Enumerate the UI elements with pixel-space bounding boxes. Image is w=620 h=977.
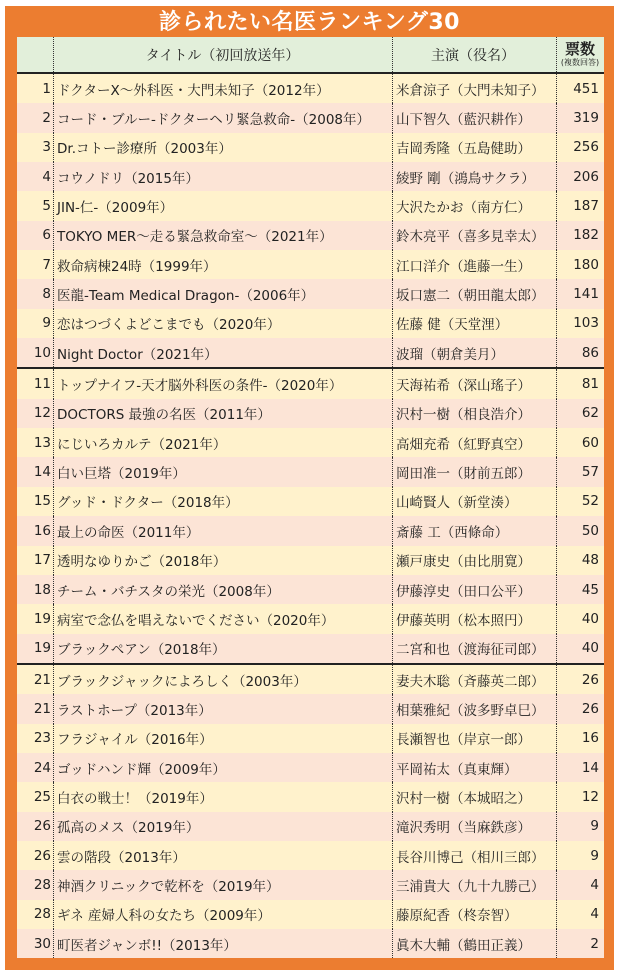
table-row (17, 428, 604, 457)
rank-cell: 28 (33, 876, 51, 893)
table-row (17, 929, 604, 958)
title-cell: コウノドリ（2015年） (57, 170, 199, 187)
title-cell: ブラックペアン（2018年） (57, 642, 226, 659)
votes-cell: 4 (590, 906, 599, 923)
cast-cell: 沢村一樹（本城昭之） (396, 790, 531, 807)
rank-cell: 9 (42, 315, 51, 332)
title-cell: にじいろカルテ（2021年） (57, 436, 227, 453)
table-row (17, 162, 604, 191)
votes-cell: 57 (581, 464, 599, 481)
rank-cell: 14 (33, 464, 51, 481)
table-row (17, 724, 604, 753)
table-row (17, 250, 604, 279)
cast-cell: 米倉涼子（大門未知子） (396, 82, 545, 99)
cast-cell: 大沢たかお（南方仁） (396, 200, 531, 217)
votes-cell: 182 (573, 227, 599, 244)
title-cell: 白衣の戦士！（2019年） (57, 790, 213, 807)
title-cell: ギネ 産婦人科の女たち（2009年） (57, 908, 271, 925)
table-row (17, 133, 604, 162)
table-row (17, 634, 604, 663)
rank-cell: 21 (33, 700, 51, 717)
votes-cell: 86 (581, 344, 599, 361)
votes-cell: 2 (590, 935, 599, 952)
title-cell: ゴッドハンド輝（2009年） (57, 761, 226, 778)
table-row (17, 487, 604, 516)
cast-cell: 鈴木亮平（喜多見幸太） (396, 229, 545, 246)
rank-cell: 12 (33, 405, 51, 422)
rank-cell: 25 (33, 788, 51, 805)
table-row (17, 694, 604, 723)
cast-cell: 山下智久（藍沢耕作） (396, 112, 531, 129)
cast-cell: 山崎賢人（新堂湊） (396, 495, 518, 512)
header-votes (556, 37, 604, 72)
rank-cell: 2 (42, 110, 51, 127)
rank-cell: 8 (42, 286, 51, 303)
votes-cell: 4 (590, 876, 599, 893)
rank-cell: 19 (33, 640, 51, 657)
votes-cell: 62 (581, 405, 599, 422)
cast-cell: 伊藤淳史（田口公平） (396, 583, 531, 600)
title-cell: 町医者ジャンボ!!（2013年） (57, 937, 237, 954)
table-header (17, 37, 604, 74)
cast-cell: 三浦貴大（九十九勝己） (396, 878, 545, 895)
votes-cell: 14 (581, 759, 599, 776)
table-row (17, 870, 604, 899)
cast-cell: 斎藤 工（西條命） (396, 524, 509, 541)
rank-cell: 24 (33, 759, 51, 776)
table-row (17, 812, 604, 841)
table-row (17, 103, 604, 132)
title-cell: Dr.コトー診療所（2003年） (57, 141, 232, 158)
cast-cell: 佐藤 健（天堂浬） (396, 317, 509, 334)
title-cell: 医龍-Team Medical Dragon-（2006年） (57, 288, 315, 305)
cast-cell: 伊藤英明（松本照円） (396, 612, 531, 629)
title-cell: 病室で念仏を唱えないでください（2020年） (57, 612, 335, 629)
rank-cell: 21 (33, 671, 51, 688)
votes-cell: 60 (581, 434, 599, 451)
rank-cell: 3 (42, 139, 51, 156)
rank-cell: 19 (33, 610, 51, 627)
header-votes-note: (複数回答) (560, 58, 600, 67)
votes-cell: 45 (581, 581, 599, 598)
cast-cell: 吉岡秀隆（五島健助） (396, 141, 531, 158)
title-cell: グッド・ドクター（2018年） (57, 495, 239, 512)
votes-cell: 141 (573, 286, 599, 303)
rank-cell: 7 (42, 256, 51, 273)
title-cell: ラストホープ（2013年） (57, 702, 212, 719)
table-row (17, 221, 604, 250)
table-row (17, 74, 604, 103)
title-cell: チーム・バチスタの栄光（2008年） (57, 583, 280, 600)
table-row (17, 516, 604, 545)
votes-cell: 9 (590, 847, 599, 864)
cast-cell: 滝沢秀明（当麻鉄彦） (396, 820, 531, 837)
header-title: タイトル（初回放送年） (145, 47, 300, 64)
votes-cell: 52 (581, 493, 599, 510)
votes-cell: 50 (581, 522, 599, 539)
table-row (17, 338, 604, 367)
cast-cell: 眞木大輔（鶴田正義） (396, 937, 531, 954)
rank-cell: 11 (33, 376, 51, 393)
table-row (17, 309, 604, 338)
rank-cell: 26 (33, 818, 51, 835)
header-cast: 主演（役名） (431, 47, 515, 64)
votes-cell: 40 (581, 640, 599, 657)
rank-cell: 4 (42, 168, 51, 185)
table-row (17, 279, 604, 308)
title-cell: 神酒クリニックで乾杯を（2019年） (57, 878, 280, 895)
title-cell: トップナイフ-天才脳外科医の条件-（2020年） (57, 378, 343, 395)
votes-cell: 26 (581, 700, 599, 717)
votes-cell: 12 (581, 788, 599, 805)
cast-cell: 綾野 剛（鴻鳥サクラ） (396, 170, 535, 187)
title-cell: 孤高のメス（2019年） (57, 820, 200, 837)
cast-cell: 妻夫木聡（斉藤英二郎） (396, 673, 545, 690)
table-row (17, 399, 604, 428)
rank-cell: 18 (33, 581, 51, 598)
rank-cell: 10 (33, 344, 51, 361)
rank-cell: 28 (33, 906, 51, 923)
cast-cell: 長谷川博己（相川三郎） (396, 849, 545, 866)
table-row (17, 841, 604, 870)
cast-cell: 相葉雅紀（波多野卓巳） (396, 702, 545, 719)
table-row (17, 782, 604, 811)
table-row (17, 546, 604, 575)
page-title: 診られたい名医ランキング30 (159, 10, 460, 35)
cast-cell: 天海祐希（深山瑤子） (396, 378, 531, 395)
cast-cell: 江口洋介（進藤一生） (396, 258, 531, 275)
rank-cell: 26 (33, 847, 51, 864)
votes-cell: 180 (573, 256, 599, 273)
title-cell: 白い巨塔（2019年） (57, 466, 186, 483)
table-row (17, 604, 604, 633)
title-cell: 救命病棟24時（1999年） (57, 258, 217, 275)
cast-cell: 岡田准一（財前五郎） (396, 466, 531, 483)
title-cell: 最上の命医（2011年） (57, 524, 200, 541)
rank-cell: 23 (33, 730, 51, 747)
title-cell: コード・ブルー-ドクターヘリ緊急救命-（2008年） (57, 112, 371, 129)
table-row (17, 191, 604, 220)
title-cell: Night Doctor（2021年） (57, 346, 218, 363)
rank-cell: 16 (33, 522, 51, 539)
title-cell: DOCTORS 最強の名医（2011年） (57, 407, 271, 424)
rank-cell: 1 (42, 80, 51, 97)
title-cell: JIN-仁-（2009年） (57, 200, 174, 217)
title-cell: フラジャイル（2016年） (57, 732, 213, 749)
title-cell: 雲の階段（2013年） (57, 849, 186, 866)
votes-cell: 48 (581, 552, 599, 569)
table-row (17, 753, 604, 782)
header-votes-label: 票数 (564, 40, 595, 58)
votes-cell: 16 (581, 730, 599, 747)
cast-cell: 沢村一樹（相良浩介） (396, 407, 531, 424)
title-cell: 透明なゆりかご（2018年） (57, 554, 227, 571)
rank-cell: 6 (42, 227, 51, 244)
votes-cell: 187 (573, 198, 599, 215)
votes-cell: 319 (573, 110, 599, 127)
cast-cell: 藤原紀香（柊奈智） (396, 908, 518, 925)
title-cell: TOKYO MER〜走る緊急救命室〜（2021年） (57, 229, 333, 246)
cast-cell: 波瑠（朝倉美月） (396, 346, 504, 363)
table-row (17, 900, 604, 929)
cast-cell: 平岡祐太（真東輝） (396, 761, 518, 778)
cast-cell: 高畑充希（紅野真空） (396, 436, 531, 453)
rank-cell: 13 (33, 434, 51, 451)
table-body (17, 74, 604, 958)
votes-cell: 256 (573, 139, 599, 156)
votes-cell: 103 (573, 315, 599, 332)
title-cell: ドクターX〜外科医・大門未知子（2012年） (57, 82, 330, 99)
table-row (17, 367, 604, 398)
rank-cell: 30 (33, 935, 51, 952)
votes-cell: 206 (573, 168, 599, 185)
cast-cell: 坂口憲二（朝田龍太郎） (396, 288, 545, 305)
table-row (17, 575, 604, 604)
cast-cell: 長瀬智也（岸京一郎） (396, 732, 531, 749)
rank-cell: 17 (33, 552, 51, 569)
votes-cell: 26 (581, 671, 599, 688)
votes-cell: 40 (581, 610, 599, 627)
votes-cell: 81 (581, 376, 599, 393)
votes-cell: 9 (590, 818, 599, 835)
title-cell: 恋はつづくよどこまでも（2020年） (57, 317, 281, 334)
title-cell: ブラックジャックによろしく（2003年） (57, 673, 307, 690)
cast-cell: 瀬戸康史（由比朋寛） (396, 554, 531, 571)
rank-cell: 5 (42, 198, 51, 215)
table-row (17, 663, 604, 694)
cast-cell: 二宮和也（渡海征司郎） (396, 642, 545, 659)
table-row (17, 457, 604, 486)
ranking-table (17, 37, 604, 958)
rank-cell: 15 (33, 493, 51, 510)
votes-cell: 451 (573, 80, 599, 97)
ranking-frame (5, 6, 614, 970)
